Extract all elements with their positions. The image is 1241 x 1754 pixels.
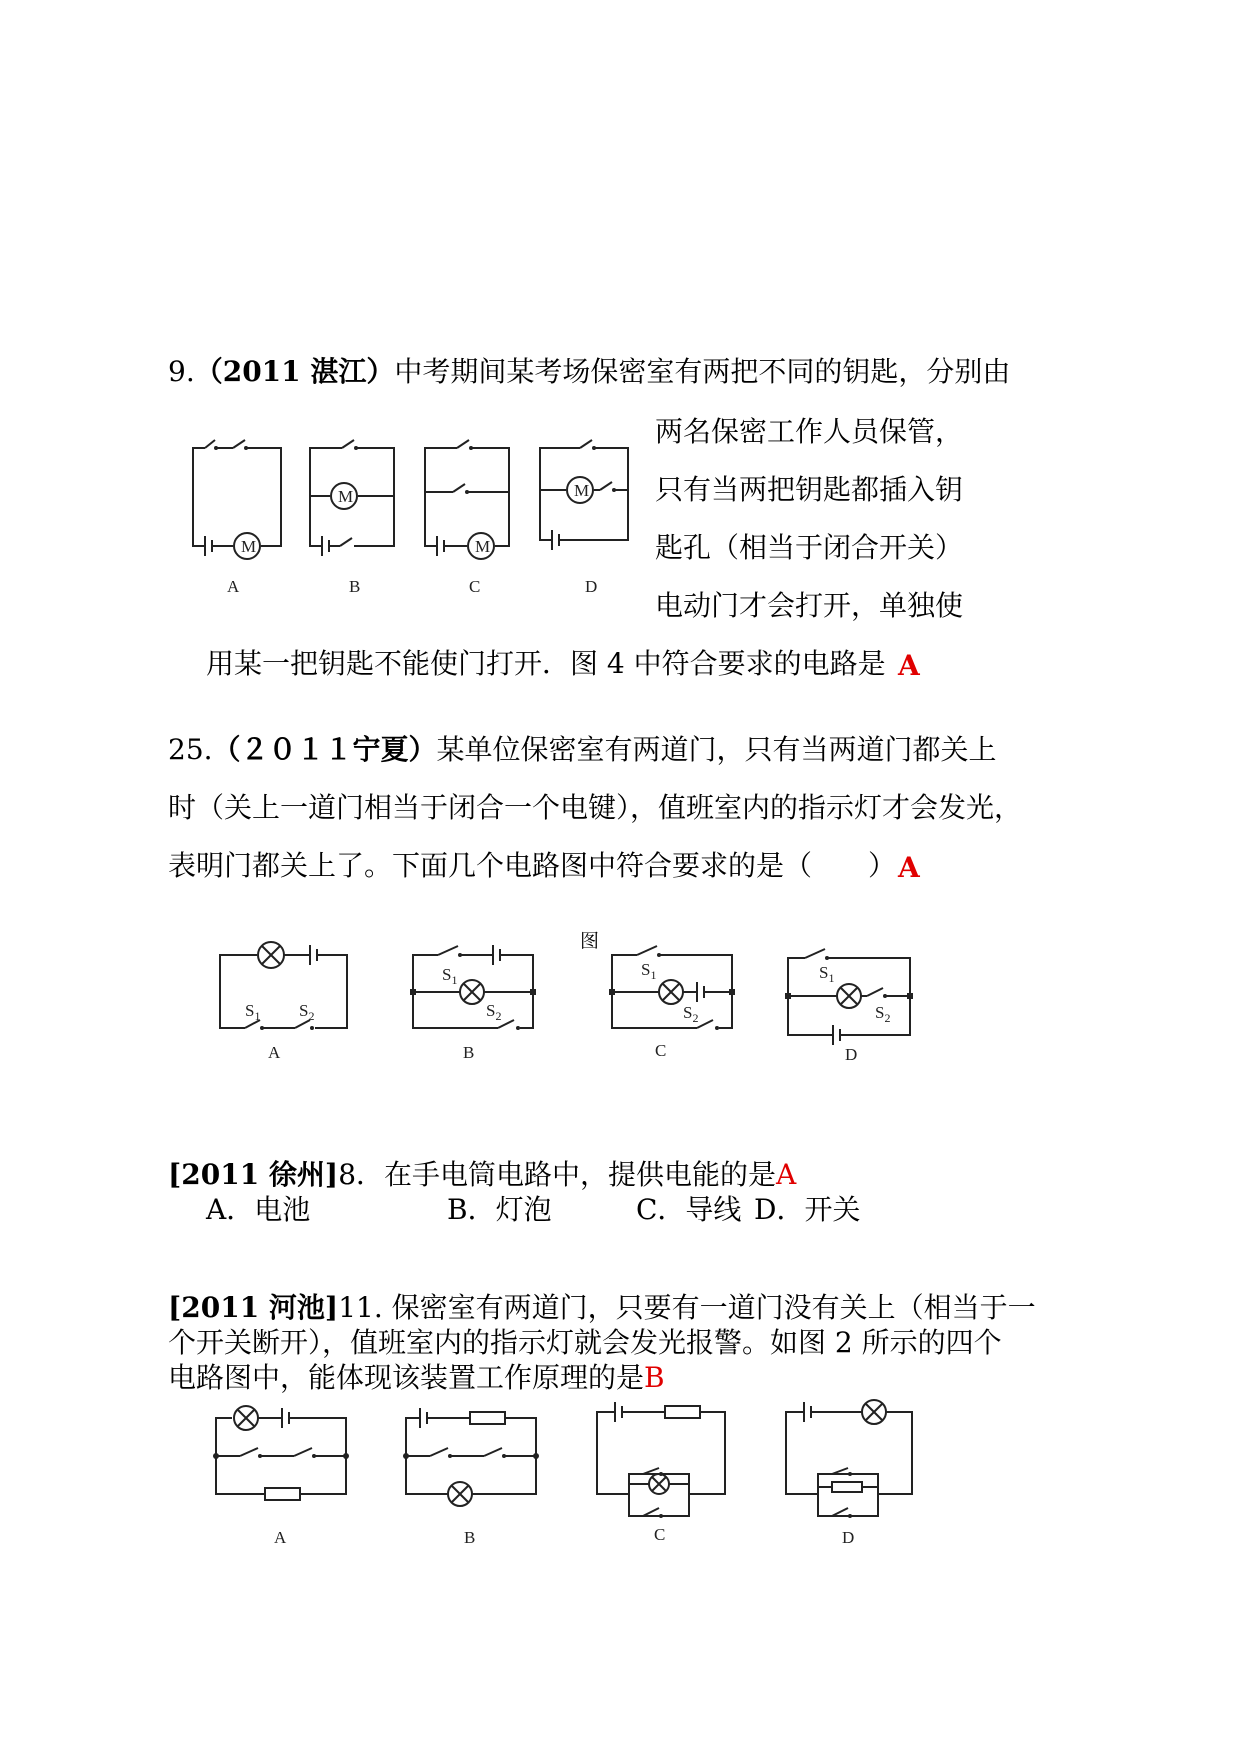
q25-c-s1: S [641, 960, 651, 979]
q25-text-1: 某单位保密室有两道门，只有当两道门都关上 [436, 733, 997, 766]
q25-circuit-c [609, 946, 735, 1030]
q11-option-a: A [274, 1528, 287, 1547]
q11-source: [2011 河池] [168, 1291, 339, 1324]
q8-option-b: B．灯泡 [447, 1193, 552, 1226]
q25-circuit-figure [215, 940, 925, 1070]
q25-figure-label: 图 [580, 930, 600, 952]
q9-motor-label-b: M [338, 487, 354, 506]
q9-text-6: 用某一把钥匙不能使门打开．图 4 中符合要求的电路是 [206, 647, 886, 680]
q11-circuit-a [213, 1406, 349, 1500]
q11-text-3: 电路图中，能体现该装置工作原理的是 [168, 1361, 645, 1394]
q9-line4: 匙孔（相当于闭合开关） [655, 531, 964, 564]
q25-c-s2-sub: 2 [692, 1011, 699, 1025]
svg-text:S2 [683, 1003, 698, 1025]
svg-text:S1 [641, 960, 656, 982]
q25-d-s2: S [875, 1003, 885, 1022]
q11-option-d: D [842, 1528, 855, 1547]
q11-option-b: B [464, 1528, 476, 1547]
q9-answer: A [898, 649, 920, 682]
q11-text-1: 11. 保密室有两道门，只要有一道门没有关上（相当于一 [338, 1291, 1036, 1324]
q25-b-s1: S [442, 965, 452, 984]
q9-line1 [168, 355, 1010, 389]
q25-d-s2-sub: 2 [884, 1011, 891, 1025]
q25-b-s2-sub: 2 [495, 1009, 502, 1023]
q25-a-s2: S [299, 1001, 309, 1020]
q9-text-1: 中考期间某考场保密室有两把不同的钥匙，分别由 [394, 355, 1011, 388]
q9-number: 9. [168, 355, 195, 388]
q25-b-s1-sub: 1 [451, 973, 458, 987]
q8-source: [2011 徐州] [168, 1158, 339, 1191]
q9-line3: 只有当两把钥匙都插入钥 [655, 473, 964, 506]
q25-a-s1-sub: 1 [254, 1009, 261, 1023]
q8-option-d: D．开关 [754, 1193, 861, 1226]
q8-line1 [168, 1158, 796, 1192]
q11-circuit-figure [210, 1398, 930, 1548]
q25-b-s2: S [486, 1001, 496, 1020]
q8-answer: A [776, 1158, 797, 1191]
q11-circuit-d [786, 1400, 912, 1518]
q9-line5: 电动门才会打开，单独使 [655, 589, 964, 622]
q25-line2: 时（关上一道门相当于闭合一个电键），值班室内的指示灯才会发光， [168, 791, 1023, 824]
q9-option-d: D [585, 577, 598, 596]
q25-option-d: D [845, 1045, 858, 1064]
q9-circuit-b [310, 440, 394, 556]
q9-circuit-c [425, 440, 509, 559]
svg-text:S1 [819, 963, 834, 985]
q25-a-s1: S [245, 1001, 255, 1020]
q25-option-c: C [655, 1041, 667, 1060]
q25-option-a: A [268, 1043, 281, 1062]
q25-answer: A [898, 851, 920, 884]
q9-motor-label-c: M [475, 537, 491, 556]
q11-line1 [168, 1291, 1036, 1325]
q9-motor-label-a: M [241, 537, 257, 556]
q8-option-c: C．导线 [636, 1193, 742, 1226]
q25-c-s2: S [683, 1003, 693, 1022]
q9-circuit-d [540, 440, 628, 550]
q25-d-s1-sub: 1 [828, 971, 835, 985]
q25-circuit-d [785, 949, 913, 1045]
q11-option-c: C [654, 1525, 666, 1544]
q9-option-b: B [349, 577, 361, 596]
q8-option-a: A．电池 [206, 1193, 311, 1226]
q25-line3: 表明门都关上了。下面几个电路图中符合要求的是（ ） [168, 849, 897, 882]
q9-line6 [206, 647, 886, 681]
q9-source: （2011 湛江） [194, 355, 395, 388]
q9-motor-label-d: M [574, 481, 590, 500]
q9-option-c: C [469, 577, 481, 596]
q25-d-s1: S [819, 963, 829, 982]
svg-text:S2 [299, 1001, 314, 1023]
q9-line2: 两名保密工作人员保管， [655, 415, 964, 448]
q8-text: 8．在手电筒电路中，提供电能的是 [338, 1158, 777, 1191]
svg-text:S1 [245, 1001, 260, 1023]
q25-circuit-b [410, 945, 536, 1030]
q25-number: 25. [168, 733, 213, 766]
q25-option-b: B [463, 1043, 475, 1062]
q25-source: （２０１１宁夏） [212, 733, 437, 766]
q11-line3 [168, 1361, 665, 1395]
q9-option-a: A [227, 577, 240, 596]
q9-circuit-figure [185, 430, 645, 610]
q25-a-s2-sub: 2 [308, 1009, 315, 1023]
q25-circuit-a [220, 942, 347, 1030]
svg-text:S1 [442, 965, 457, 987]
svg-text:S2 [875, 1003, 890, 1025]
q11-circuit-c [597, 1402, 725, 1518]
q11-line2: 个开关断开），值班室内的指示灯就会发光报警。如图 2 所示的四个 [168, 1326, 1002, 1359]
q25-line1 [168, 733, 997, 767]
q11-answer: B [644, 1361, 665, 1394]
q9-circuit-a [193, 440, 281, 559]
q25-c-s1-sub: 1 [650, 968, 657, 982]
svg-text:S2 [486, 1001, 501, 1023]
q11-circuit-b [403, 1408, 539, 1506]
